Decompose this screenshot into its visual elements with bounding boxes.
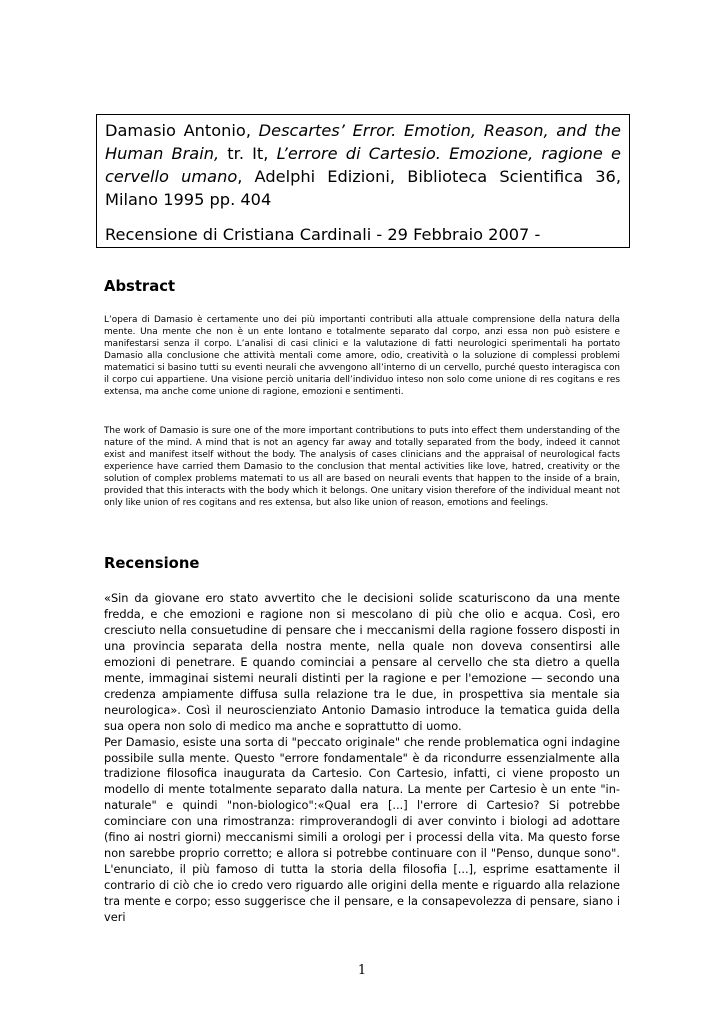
review-paragraph: «Sin da giovane ero stato avvertito che le decisioni solide scaturiscono da una mente fredda, e che emozioni e ragione non si mescolano di più che olio e acqua. Così, ero cresciuto nella consuetudine di pensare che i meccanismi della ragione fossero disposti in una provincia separata della nostra mente, nella quale non doveva consentirsi alle emozioni di penetrare. E quando cominciai a pensare al cervello che sta dietro a quella mente, immaginai sistemi neurali distinti per la ragione e per l'emozione — secondo una credenza ampiamente diffusa sulla relazione tra le due, in prospettiva sia mentale sia neurologica». Così il neuroscienziato Antonio Damasio introduce la tematica guida della sua opera non solo di medico ma anche e soprattutto di uomo. [104,591,620,733]
abstract-english: The work of Damasio is sure one of the more important contributions to puts into effect them understanding of the nature of the mind. A mind that is not an agency far away and totally separated from the body, indeed it cannot exist and manifest itself without the body. The analysis of cases clinicians and the appraisal of neurological facts experience have carried them Damasio to the conclusion that mental activities like love, hatred, creativity or the solution of complex problems matemati to us all are based on neurali events that happen to the inside of a brain, provided that this interacts with the body which it belongs. One unitary vision therefore of the individual meant not only like union of res cogitans and res extensa, but also like union of reason, emotions and feelings. [104,426,620,509]
review-paragraph: Per Damasio, esiste una sorta di "peccato originale" che rende problematica ogni indagine possibile sulla mente. Questo "errore fondamentale" è da ricondurre essenzialmente alla tradizione filosofica inaugurata da Cartesio. Con Cartesio, infatti, ci viene proposto un modello di mente totalmente separato dalla natura. La mente per Cartesio è un ente "in-naturale" e quindi "non-biologico":«Qual era [...] l'errore di Cartesio? Si potrebbe cominciare con una rimostranza: rimproverandogli di aver convinto i biologi ad adottare (fino ai nostri giorni) meccanismi simili a orologi per i processi della vita. Ma questo forse non sarebbe proprio corretto; e allora si potrebbe continuare con il "Penso, dunque sono". L'enunciato, il più famoso di tutta la storia della filosofia [...], esprime esattamente il contrario di ciò che io credo vero riguardo alle origini della mente e riguardo alla relazione tra mente e corpo; esso suggerisce che il pensare, e la consapevolezza di pensare, siano i veri [104,734,620,925]
publisher-info: , Adelphi Edizioni, Biblioteca Scientifica 36, Milano 1995 pp. 404 [105,167,621,209]
abstract-italian: L’opera di Damasio è certamente uno dei più importanti contributi alla attuale comprensione della natura della mente. Una mente che non è un ente lontano e totalmente separato dal corpo, anzi essa non può esistere e manifestarsi senza il corpo. L’analisi di casi clinici e la valutazione di fatti neurologici sperimentali ha portato Damasio alla conclusione che attività mentali come amore, odio, creatività o la soluzione di complessi problemi matematici si basino tutti su eventi neurali che avvengono all’interno di un cervello, purché questo interagisca con il corpo cui appartiene. Una visione perciò unitaria dell’individuo inteso non solo come unione di res cogitans e res extensa, ma anche come unione di ragione, emozioni e sentimenti. [104,315,620,398]
italian-title: L’errore di Cartesio. Emozione, ragione e cervello umano [105,144,621,186]
bibliographic-citation [105,119,621,211]
original-title: Descartes’ Error. Emotion, Reason, and the Human Brain, [105,121,621,163]
citation-box [96,114,630,248]
translation-note: tr. It, [219,144,277,163]
review-body [104,591,620,926]
author: Damasio Antonio, [105,121,259,140]
abstract-heading: Abstract [104,278,176,295]
page-number: 1 [357,963,367,978]
review-byline: Recensione di Cristiana Cardinali - 29 Febbraio 2007 - [105,225,541,244]
review-heading: Recensione [104,555,200,572]
